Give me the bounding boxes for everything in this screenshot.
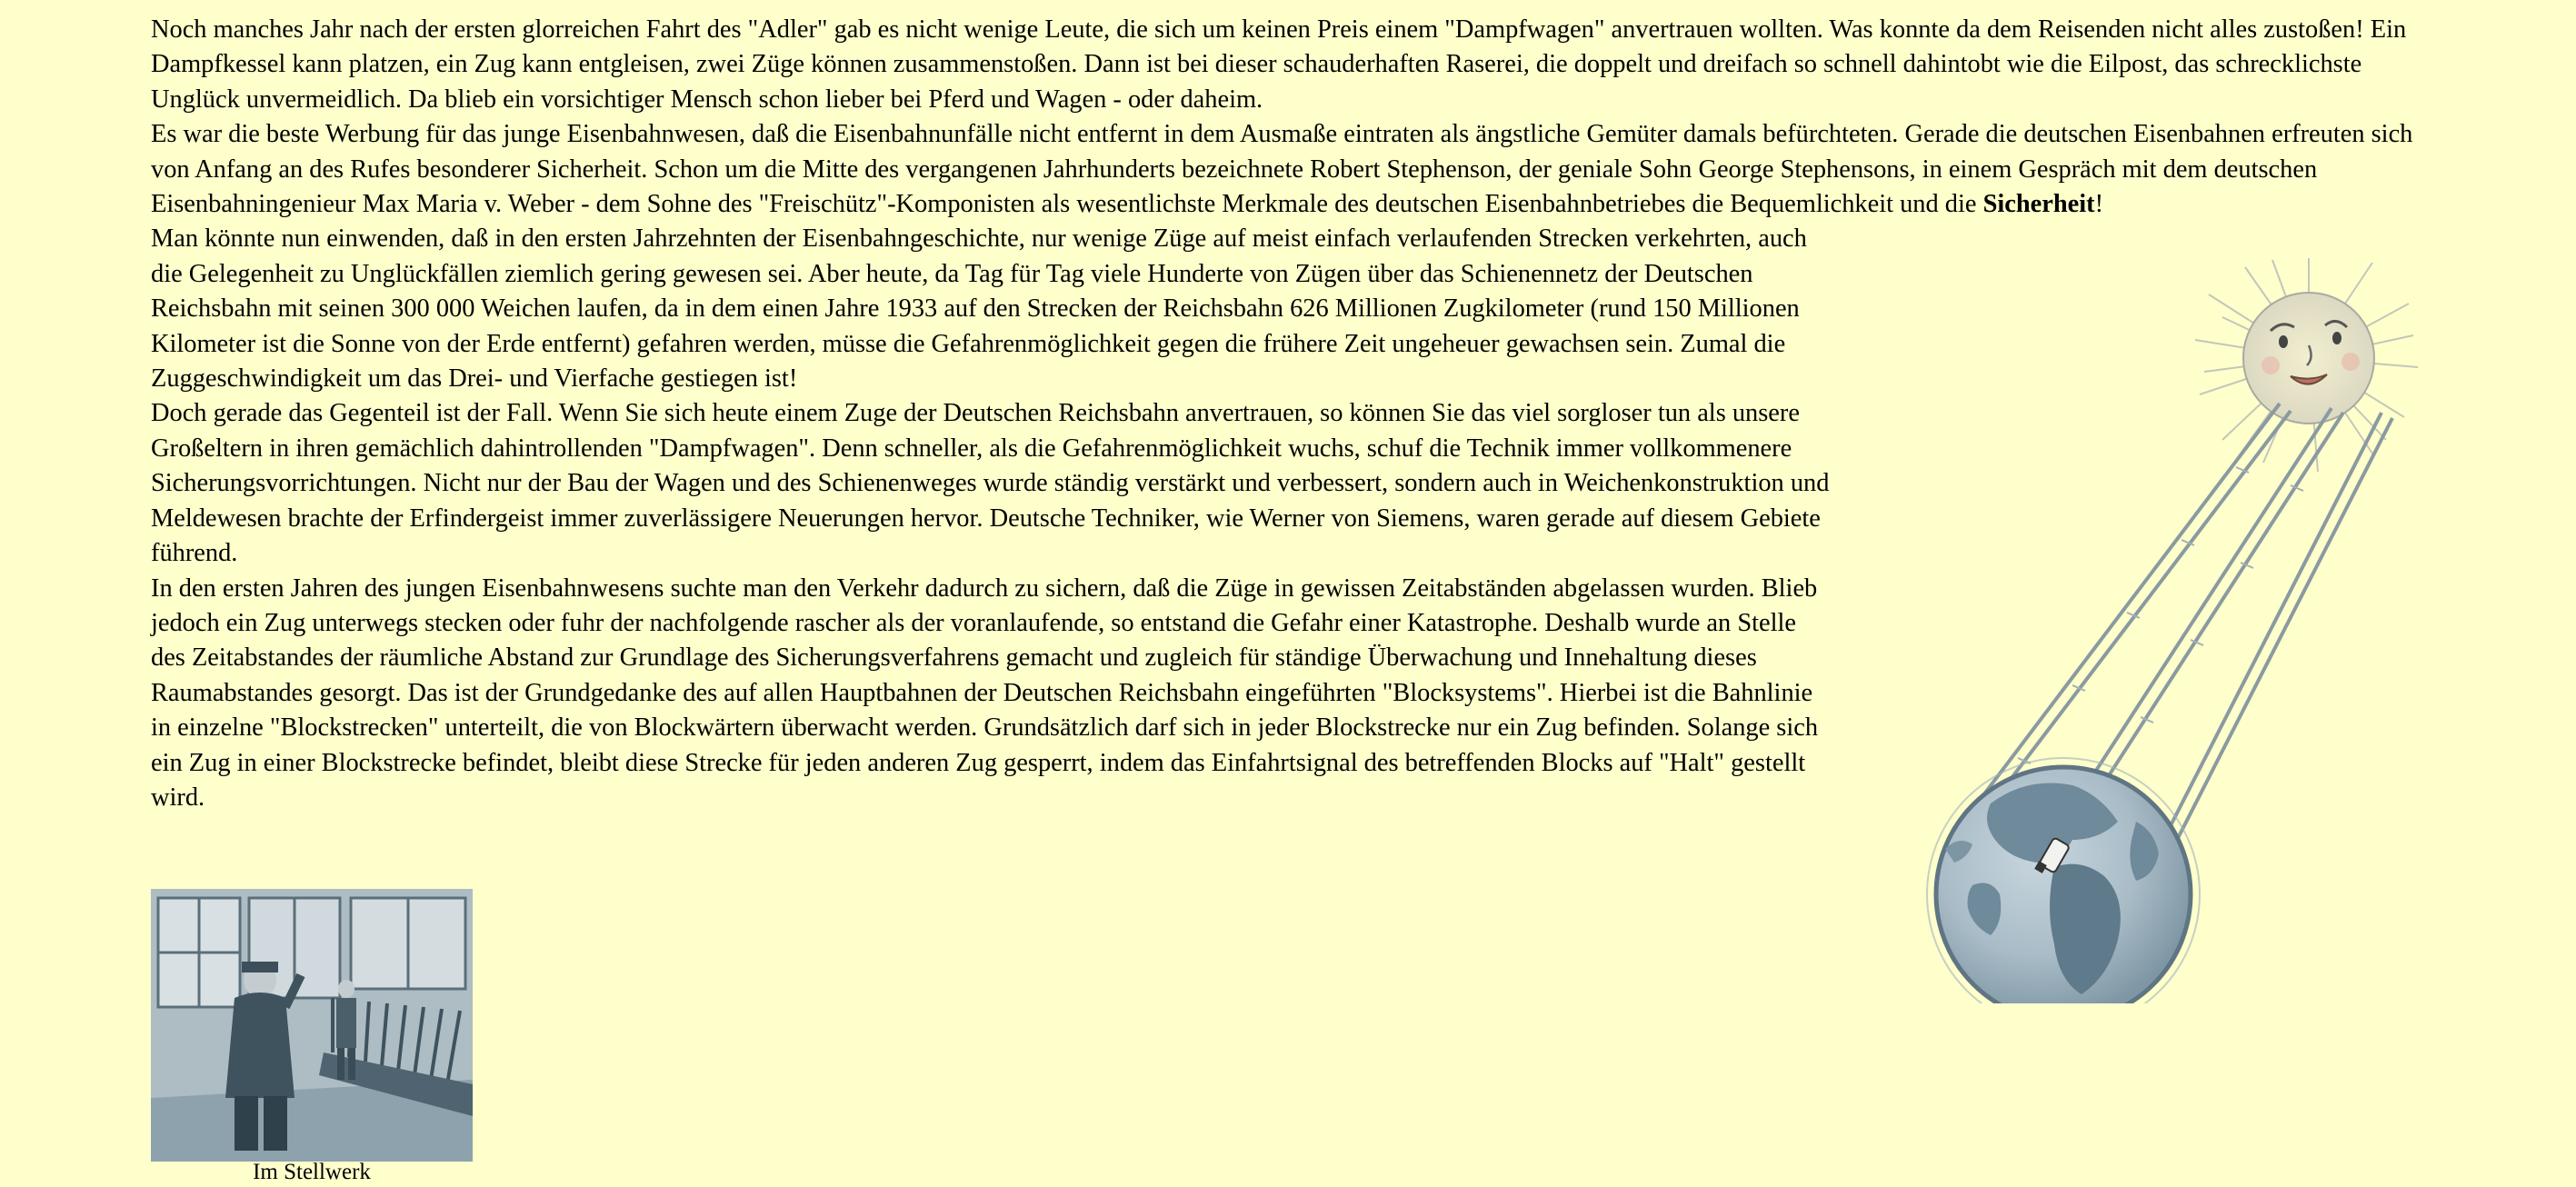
paragraph-adler: Noch manches Jahr nach der ersten glorreichen Fahrt des "Adler" gab es nicht wenige Leute, die sich um keinen Preis einem "Dampfwagen" anvertrauen wollten. Was konnte da dem Reisenden nicht alles zustoßen! Ein Dampfkessel kann platzen, ein Zug kann entgleisen, zwei Züge können zusammenstoßen. Dann ist bei dieser schauderhaften Raserei, die doppelt und dreifach so schnell dahintobt wie die Eilpost, das schrecklichste Unglück unvermeidlich. Da blieb ein vorsichtiger Mensch schon lieber bei Pferd und Wagen - oder daheim. [151, 15, 2407, 114]
paragraph-sicherheit [151, 117, 2423, 222]
sun-earth-illustration [1836, 258, 2418, 1003]
signal-box-photo-icon [151, 889, 473, 1162]
paragraph-einwand: Man könnte nun einwenden, daß in den ersten Jahrzehnten der Eisenbahngeschichte, nur wenige Züge auf meist einfach verlaufenden Strecken verkehrten, auch die Gelegenheit zu Unglückfällen ziemlich gering gewesen sei. Aber heute, da Tag für Tag viele Hunderte von Zügen über das Schienennetz der Deutschen Reichsbahn mit seinen 300 000 Weichen laufen, da in dem einen Jahre 1933 auf den Strecken der Reichsbahn 626 Millionen Zugkilometer (rund 150 Millionen Kilometer ist die Sonne von der Erde entfernt) gefahren werden, müsse die Gefahrenmöglichkeit gegen die frühere Zeit ungeheuer gewachsen sein. Zumal die Zuggeschwindigkeit um das Drei- und Vierfache gestiegen ist! [151, 224, 1807, 394]
sicherheit-bold: Sicherheit [1982, 190, 2095, 219]
paragraph-sicherheit-end: ! [2094, 190, 2104, 219]
paragraph-gegenteil: Doch gerade das Gegenteil ist der Fall. Wenn Sie sich heute einem Zuge der Deutschen Reichsbahn anvertrauen, so können Sie das viel sorgloser tun als unsere Großeltern in ihren gemächlich dahintrollenden "Dampfwagen". Denn schneller, als die Gefahrenmöglichkeit wuchs, schuf die Technik immer vollkommenere Sicherungsvorrichtungen. Nicht nur der Bau der Wagen und des Schienenweges wurde ständig verstärkt und verbessert, sondern auch in Weichenkonstruktion und Meldewesen brachte der Erfindergeist immer zuverlässigere Neuerungen hervor. Deutsche Techniker, wie Werner von Siemens, waren gerade auf diesem Gebiete führend. [151, 399, 1830, 568]
stellwerk-caption: Im Stellwerk [253, 1160, 371, 1184]
paragraph-blocksystem: In den ersten Jahren des jungen Eisenbahnwesens suchte man den Verkehr dadurch zu sichern, daß die Züge in gewissen Zeitabständen abgelassen wurden. Blieb jedoch ein Zug unterwegs stecken oder fuhr der nachfolgende rascher als der voranlaufende, so entstand die Gefahr einer Katastrophe. Deshalb wurde an Stelle des Zeitabstandes der räumliche Abstand zur Grundlage des Sicherungsverfahrens gemacht und zugleich für ständige Überwachung und Innehaltung dieses Raumabstandes gesorgt. Das ist der Grundgedanke des auf allen Hauptbahnen der Deutschen Reichsbahn eingeführten "Blocksystems". Hierbei ist die Bahnlinie in einzelne "Blockstrecken" unterteilt, die von Blockwärtern überwacht werden. Grundsätzlich darf sich in jeder Blockstrecke nur ein Zug befinden. Solange sich ein Zug in einer Blockstrecke befindet, bleibt diese Strecke für jeden anderen Zug gesperrt, indem das Einfahrtsignal des betreffenden Blocks auf "Halt" gestellt wird. [151, 574, 1819, 812]
sun-earth-icon [1836, 258, 2418, 1003]
paragraph-sicherheit-text: Es war die beste Werbung für das junge Eisenbahnwesen, daß die Eisenbahnunfälle nicht entfernt in dem Ausmaße eintraten als ängstliche Gemüter damals befürchteten. Gerade die deutschen Eisenbahnen erfreuten sich von Anfang an des Rufes besonderer Sicherheit. Schon um die Mitte des vergangenen Jahrhunderts bezeichnete Robert Stephenson, der geniale Sohn George Stephensons, in einem Gespräch mit dem deutschen Eisenbahningenieur Max Maria v. Weber - dem Sohne des "Freischütz"-Komponisten als wesentlichste Merkmale des deutschen Eisenbahnbetriebes die Bequemlichkeit und die [151, 120, 2413, 219]
stellwerk-figure [151, 889, 473, 1185]
